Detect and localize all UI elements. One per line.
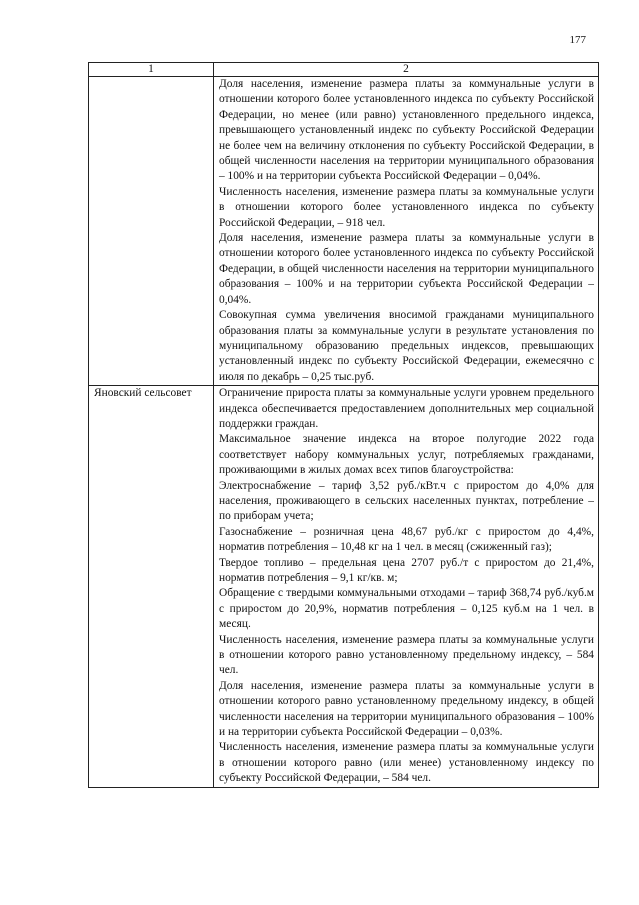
paragraph: Численность населения, изменение размера платы за коммунальные услуги в отношении которого равно установленному предельному индексу, – 584 чел.: [219, 633, 594, 677]
paragraph: Газоснабжение – розничная цена 48,67 руб./кг с приростом до 4,4%, норматив потребления – 10,48 кг на 1 чел. в месяц (сжиженный газ);: [219, 525, 594, 554]
document-table: [88, 62, 599, 788]
paragraph: Максимальное значение индекса на второе полугодие 2022 года соответствует набору коммунальных услуг, потребляемых гражданами, проживающими в жилых домах всех типов благоустройства:: [219, 433, 594, 477]
table-header-row: [89, 63, 599, 77]
paragraph: Совокупная сумма увеличения вносимой гражданами муниципального образования платы за коммунальные услуги в результате установления по муниципальному образованию предельных индексов, превышающих установленный индекс по субъекту Российской Федерации, ежемесячно с июля по декабрь – 0,25 тыс.руб.: [219, 309, 594, 383]
paragraph: Обращение с твердыми коммунальными отходами – тариф 368,74 руб./куб.м с приростом до 20,9%, норматив потребления – 0,125 куб.м на 1 чел. в месяц.: [219, 587, 594, 631]
content-cell: [214, 77, 599, 386]
paragraph: Ограничение прироста платы за коммунальные услуги уровнем предельного индекса обеспечивается предоставлением дополнительных мер социальной поддержки граждан.: [219, 387, 594, 430]
paragraph: Доля населения, изменение размера платы за коммунальные услуги в отношении которого более установленного индекса по субъекту Российской Федерации, в общей численности населения на территории муниципального образования – 100% и на территории субъекта Российской Федерации – 0,04%.: [219, 232, 594, 306]
column-header-2: 2: [214, 63, 599, 77]
column-header-1: 1: [89, 63, 214, 77]
paragraph: Твердое топливо – предельная цена 2707 руб./т с приростом до 21,4%, норматив потребления – 9,1 кг/кв. м;: [219, 556, 594, 584]
region-cell: [89, 77, 214, 386]
paragraph: Доля населения, изменение размера платы за коммунальные услуги в отношении которого равно установленному предельному индексу, в общей численности населения на территории муниципального образования – 100% и на территории субъекта Российской Федерации – 0,03%.: [219, 679, 594, 739]
paragraph: Численность населения, изменение размера платы за коммунальные услуги в отношении которого более установленного индекса по субъекту Российской Федерации, – 918 чел.: [219, 185, 594, 229]
paragraph: Электроснабжение – тариф 3,52 руб./кВт.ч с приростом до 4,0% для населения, проживающего в сельских населенных пунктах, потребление – по приборам учета;: [219, 479, 594, 523]
paragraph: Численность населения, изменение размера платы за коммунальные услуги в отношении которого равно (или менее) установленному индексу по субъекту Российской Федерации, – 584 чел.: [219, 741, 594, 785]
table-row: [89, 386, 599, 788]
paragraph: Доля населения, изменение размера платы за коммунальные услуги в отношении которого более установленного индекса по субъекту Российской Федерации, но менее (или равно) установленного предельного индекса, превышающего установленный индекс по субъекту Российской Федерации не более чем на величину отклонения по субъекту Российской Федерации, в общей численности населения на территории муниципального образования – 100% и на территории субъекта Российской Федерации – 0,04%.: [219, 78, 594, 183]
content-cell: [214, 386, 599, 788]
region-cell: [89, 386, 214, 788]
page-number: 177: [569, 34, 586, 46]
table-row: [89, 77, 599, 386]
region-name: Яновский сельсовет: [94, 387, 192, 400]
